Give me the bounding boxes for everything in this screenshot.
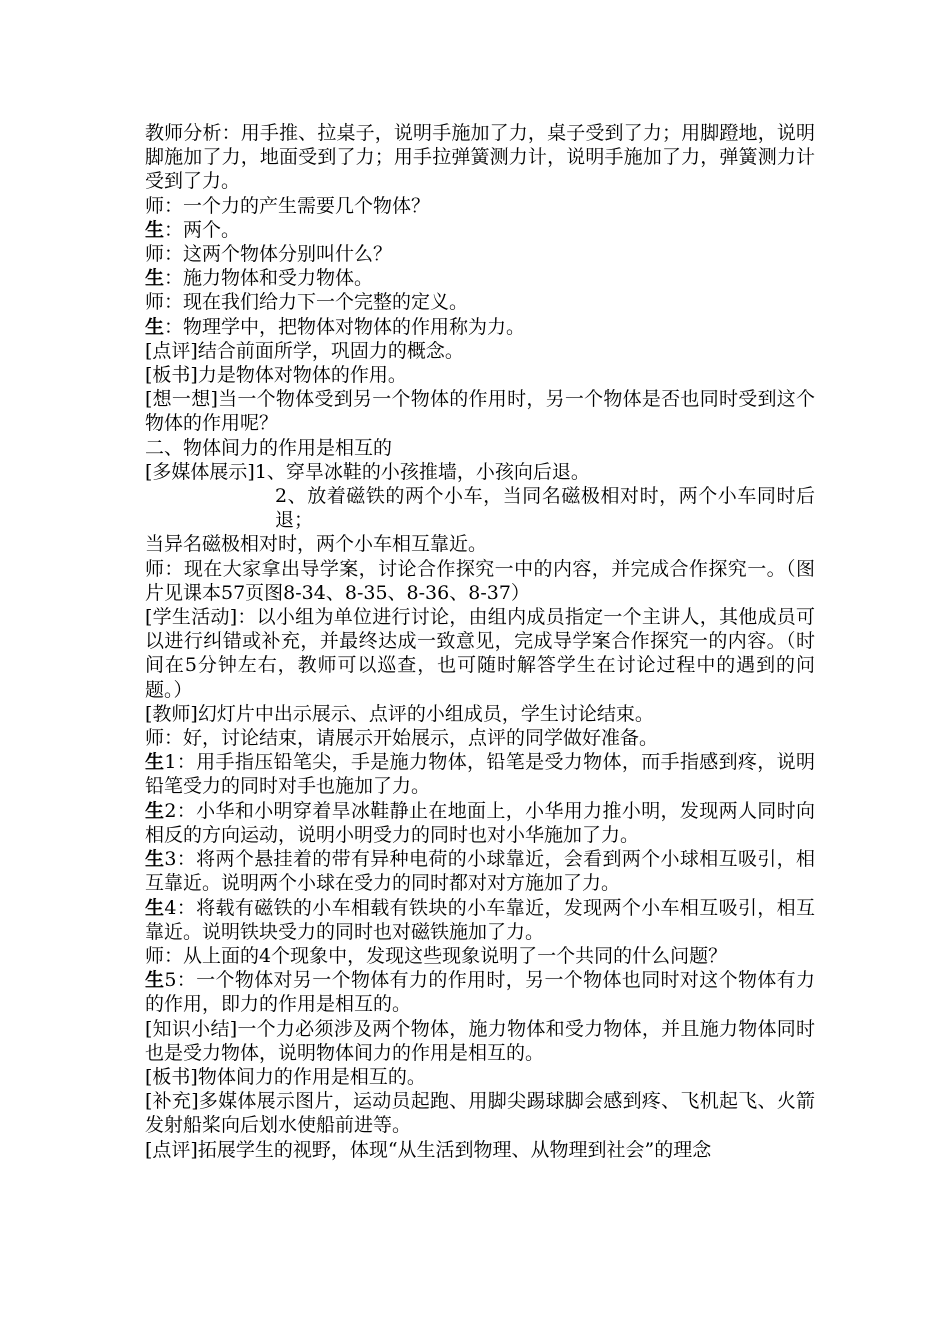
paragraph: [点评]拓展学生的视野，体现“从生活到物理、从物理到社会”的理念 (145, 1138, 712, 1161)
paragraph: [知识小结]一个力必须涉及两个物体，施力物体和受力物体，并且施力物体同时也是受力物体，说明物体间力的作用是相互的。 (145, 1017, 815, 1064)
paragraph: 生3：将两个悬挂着的带有异种电荷的小球靠近，会看到两个小球相互吸引，相互靠近。说明两个小球在受力的同时都对对方施加了力。 (145, 848, 815, 895)
paragraph: [板书]物体间力的作用是相互的。 (145, 1065, 426, 1088)
section-heading: 二、物体间力的作用是相互的 (145, 436, 393, 459)
paragraph: [补充]多媒体展示图片，运动员起跑、用脚尖踢球脚会感到疼、飞机起飞、火箭发射船桨向后划水使船前进等。 (145, 1090, 815, 1137)
paragraph: [想一想]当一个物体受到另一个物体的作用时，另一个物体是否也同时受到这个物体的作用呢？ (145, 388, 815, 435)
paragraph: [板书]力是物体对物体的作用。 (145, 364, 407, 387)
speaker-label: 生 (145, 218, 165, 241)
paragraph: 师：现在我们给力下一个完整的定义。 (145, 291, 469, 314)
speaker-label: 生 (145, 848, 165, 871)
paragraph: [多媒体展示]1、穿旱冰鞋的小孩推墙，小孩向后退。 (145, 460, 590, 483)
paragraph: 2、放着磁铁的两个小车，当同名磁极相对时，两个小车同时后退； (275, 485, 815, 532)
speaker-label: 生 (145, 751, 165, 774)
paragraph: 生1：用手指压铅笔尖，手是施力物体，铅笔是受力物体，而手指感到疼，说明铅笔受力的同时对手也施加了力。 (145, 751, 815, 798)
paragraph: 师：这两个物体分别叫什么？ (145, 243, 393, 266)
paragraph: 师：现在大家拿出导学案，讨论合作探究一中的内容，并完成合作探究一。（图片见课本57页图8-34、8-35、8-36、8-37） (145, 557, 815, 604)
speaker-label: 生 (145, 315, 165, 338)
paragraph: 师：从上面的4个现象中，发现这些现象说明了一个共同的什么问题？ (145, 944, 728, 967)
paragraph: 当异名磁极相对时，两个小车相互靠近。 (145, 533, 488, 556)
paragraph: 生：两个。 (145, 218, 241, 241)
paragraph: [教师]幻灯片中出示展示、点评的小组成员，学生讨论结束。 (145, 702, 654, 725)
paragraph: 师：一个力的产生需要几个物体？ (145, 194, 431, 217)
paragraph: [学生活动]：以小组为单位进行讨论，由组内成员指定一个主讲人，其他成员可以进行纠错或补充，并最终达成一致意见，完成导学案合作探究一的内容。（时间在5分钟左右，教师可以巡查，也可随时解答学生在讨论过程中的遇到的问题。） (145, 606, 815, 701)
speaker-label: 生 (145, 969, 165, 992)
speaker-label: 生 (145, 267, 165, 290)
paragraph: [点评]结合前面所学，巩固力的概念。 (145, 339, 464, 362)
paragraph: 生：施力物体和受力物体。 (145, 267, 374, 290)
speaker-label: 生 (145, 799, 165, 822)
paragraph: 生5：一个物体对另一个物体有力的作用时，另一个物体也同时对这个物体有力的作用，即力的作用是相互的。 (145, 969, 815, 1016)
paragraph: 生4：将载有磁铁的小车相载有铁块的小车靠近，发现两个小车相互吸引，相互靠近。说明铁块受力的同时也对磁铁施加了力。 (145, 896, 815, 943)
paragraph: 教师分析：用手推、拉桌子，说明手施加了力，桌子受到了力；用脚蹬地，说明脚施加了力，地面受到了力；用手拉弹簧测力计，说明手施加了力，弹簧测力计受到了力。 (145, 122, 815, 193)
paragraph: 师：好，讨论结束，请展示开始展示，点评的同学做好准备。 (145, 727, 659, 750)
speaker-label: 生 (145, 896, 165, 919)
paragraph: 生2：小华和小明穿着旱冰鞋静止在地面上，小华用力推小明，发现两人同时向相反的方向运动，说明小明受力的同时也对小华施加了力。 (145, 799, 815, 846)
paragraph: 生：物理学中，把物体对物体的作用称为力。 (145, 315, 526, 338)
document-page (145, 121, 815, 1162)
